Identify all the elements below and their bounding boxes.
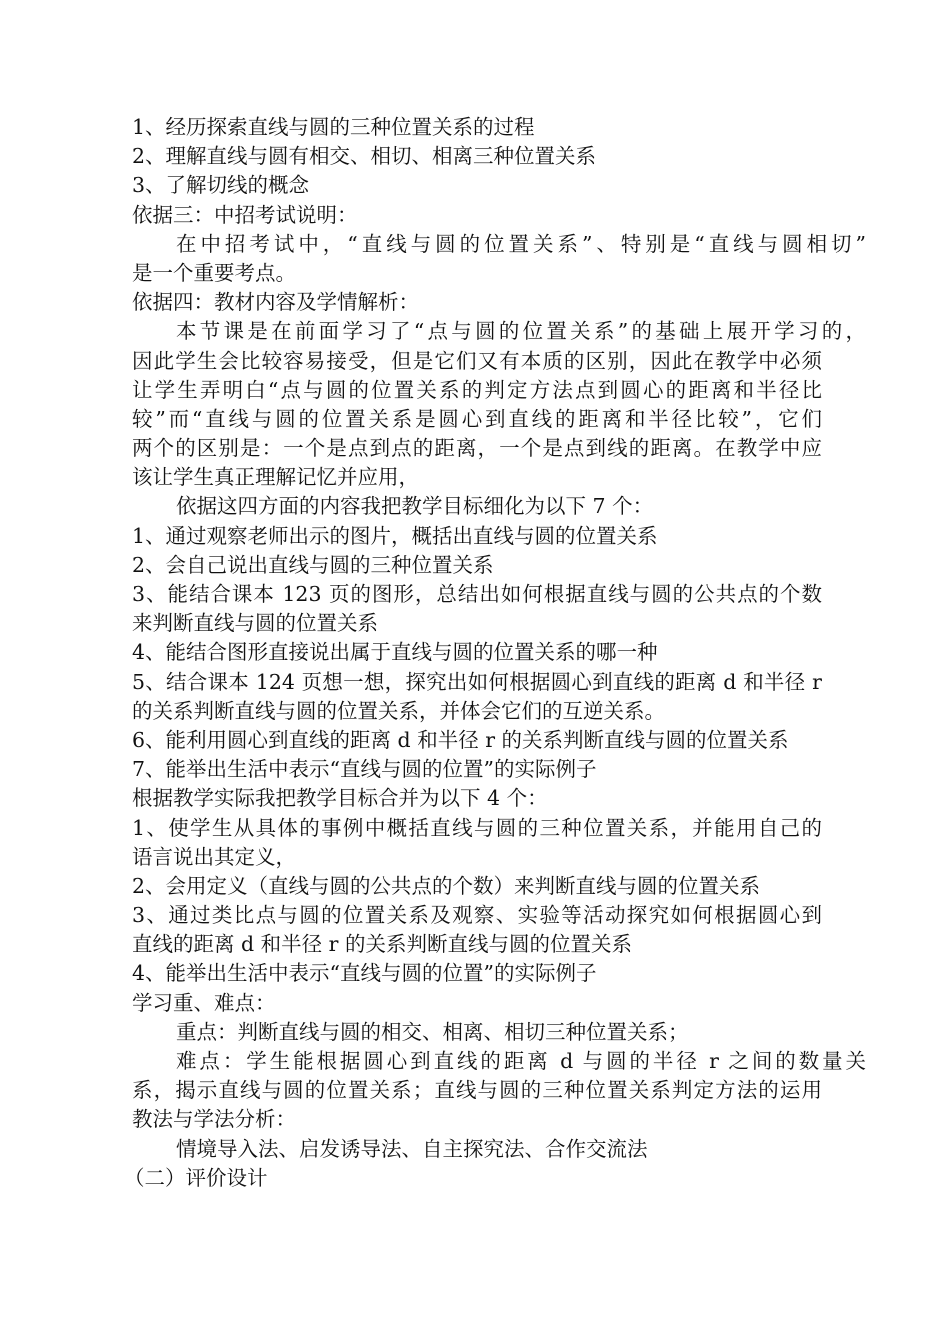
- merged-objectives-intro: 根据教学实际我把教学目标合并为以下 4 个：: [132, 786, 548, 811]
- basis-four-heading: 依据四：教材内容及学情解析：: [132, 290, 419, 315]
- merged-objective-2: 2、会用定义（直线与圆的公共点的个数）来判断直线与圆的位置关系: [132, 873, 761, 898]
- objective-item-2: 2、会自己说出直线与圆的三种位置关系: [132, 552, 494, 577]
- evaluation-design-heading: （二）评价设计: [124, 1165, 268, 1190]
- goal-line-3: 3、了解切线的概念: [132, 173, 310, 198]
- methods-list: 情境导入法、启发诱导法、自主探究法、合作交流法: [176, 1136, 648, 1161]
- analysis-paragraph-line-2: 因此学生会比较容易接受，但是它们又有本质的区别，因此在教学中必须: [132, 348, 822, 373]
- objective-item-7: 7、能举出生活中表示“直线与圆的位置”的实际例子: [132, 757, 597, 782]
- objective-item-3-line-2: 来判断直线与圆的位置关系: [132, 611, 378, 636]
- goal-line-1: 1、经历探索直线与圆的三种位置关系的过程: [132, 115, 535, 139]
- document-body: [124, 113, 866, 1193]
- basis-three-heading: 依据三：中招考试说明：: [132, 202, 358, 227]
- objective-item-5-line-2: 的关系判断直线与圆的位置关系，并体会它们的互逆关系。: [132, 698, 665, 723]
- exam-paragraph-line-2: 是一个重要考点。: [132, 260, 296, 285]
- methods-heading: 教法与学法分析：: [132, 1107, 296, 1132]
- objective-item-3-line-1: 3、能结合课本 123 页的图形，总结出如何根据直线与圆的公共点的个数: [132, 582, 822, 606]
- objective-item-5-line-1: 5、结合课本 124 页想一想，探究出如何根据圆心到直线的距离 d 和半径 r: [132, 669, 822, 694]
- difficulty-line-1: 难点：学生能根据圆心到直线的距离 d 与圆的半径 r 之间的数量关: [176, 1049, 866, 1073]
- analysis-paragraph-line-3: 让学生弄明白“点与圆的位置关系的判定方法点到圆心的距离和半径比: [132, 377, 822, 402]
- difficulty-line-2: 系，揭示直线与圆的位置关系；直线与圆的三种位置关系判定方法的运用: [132, 1078, 822, 1103]
- analysis-paragraph-line-1: 本节课是在前面学习了“点与圆的位置关系”的基础上展开学习的，: [176, 319, 866, 344]
- analysis-paragraph-line-6: 该让学生真正理解记忆并应用，: [132, 465, 419, 490]
- analysis-paragraph-line-5: 两个的区别是：一个是点到点的距离，一个是点到线的距离。在教学中应: [132, 436, 822, 461]
- merged-objective-3-line-2: 直线的距离 d 和半径 r 的关系判断直线与圆的位置关系: [132, 932, 632, 957]
- merged-objective-3-line-1: 3、通过类比点与圆的位置关系及观察、实验等活动探究如何根据圆心到: [132, 903, 822, 928]
- merged-objective-1-line-2: 语言说出其定义，: [132, 844, 296, 869]
- objective-item-4: 4、能结合图形直接说出属于直线与圆的位置关系的哪一种: [132, 640, 658, 665]
- key-points-heading: 学习重、难点：: [132, 990, 276, 1015]
- objectives-intro: 依据这四方面的内容我把教学目标细化为以下 7 个：: [176, 494, 654, 519]
- objective-item-1: 1、通过观察老师出示的图片，概括出直线与圆的位置关系: [132, 523, 658, 548]
- merged-objective-4: 4、能举出生活中表示“直线与圆的位置”的实际例子: [132, 961, 597, 986]
- exam-paragraph-line-1: 在中招考试中，“直线与圆的位置关系”、特别是“直线与圆相切”: [176, 231, 866, 256]
- goal-line-2: 2、理解直线与圆有相交、相切、相离三种位置关系: [132, 144, 597, 169]
- merged-objective-1-line-1: 1、使学生从具体的事例中概括直线与圆的三种位置关系，并能用自己的: [132, 815, 822, 840]
- analysis-paragraph-line-4: 较”而“直线与圆的位置关系是圆心到直线的距离和半径比较”，它们: [132, 406, 822, 431]
- objective-item-6: 6、能利用圆心到直线的距离 d 和半径 r 的关系判断直线与圆的位置关系: [132, 727, 789, 752]
- key-point: 重点：判断直线与圆的相交、相离、相切三种位置关系；: [176, 1019, 689, 1044]
